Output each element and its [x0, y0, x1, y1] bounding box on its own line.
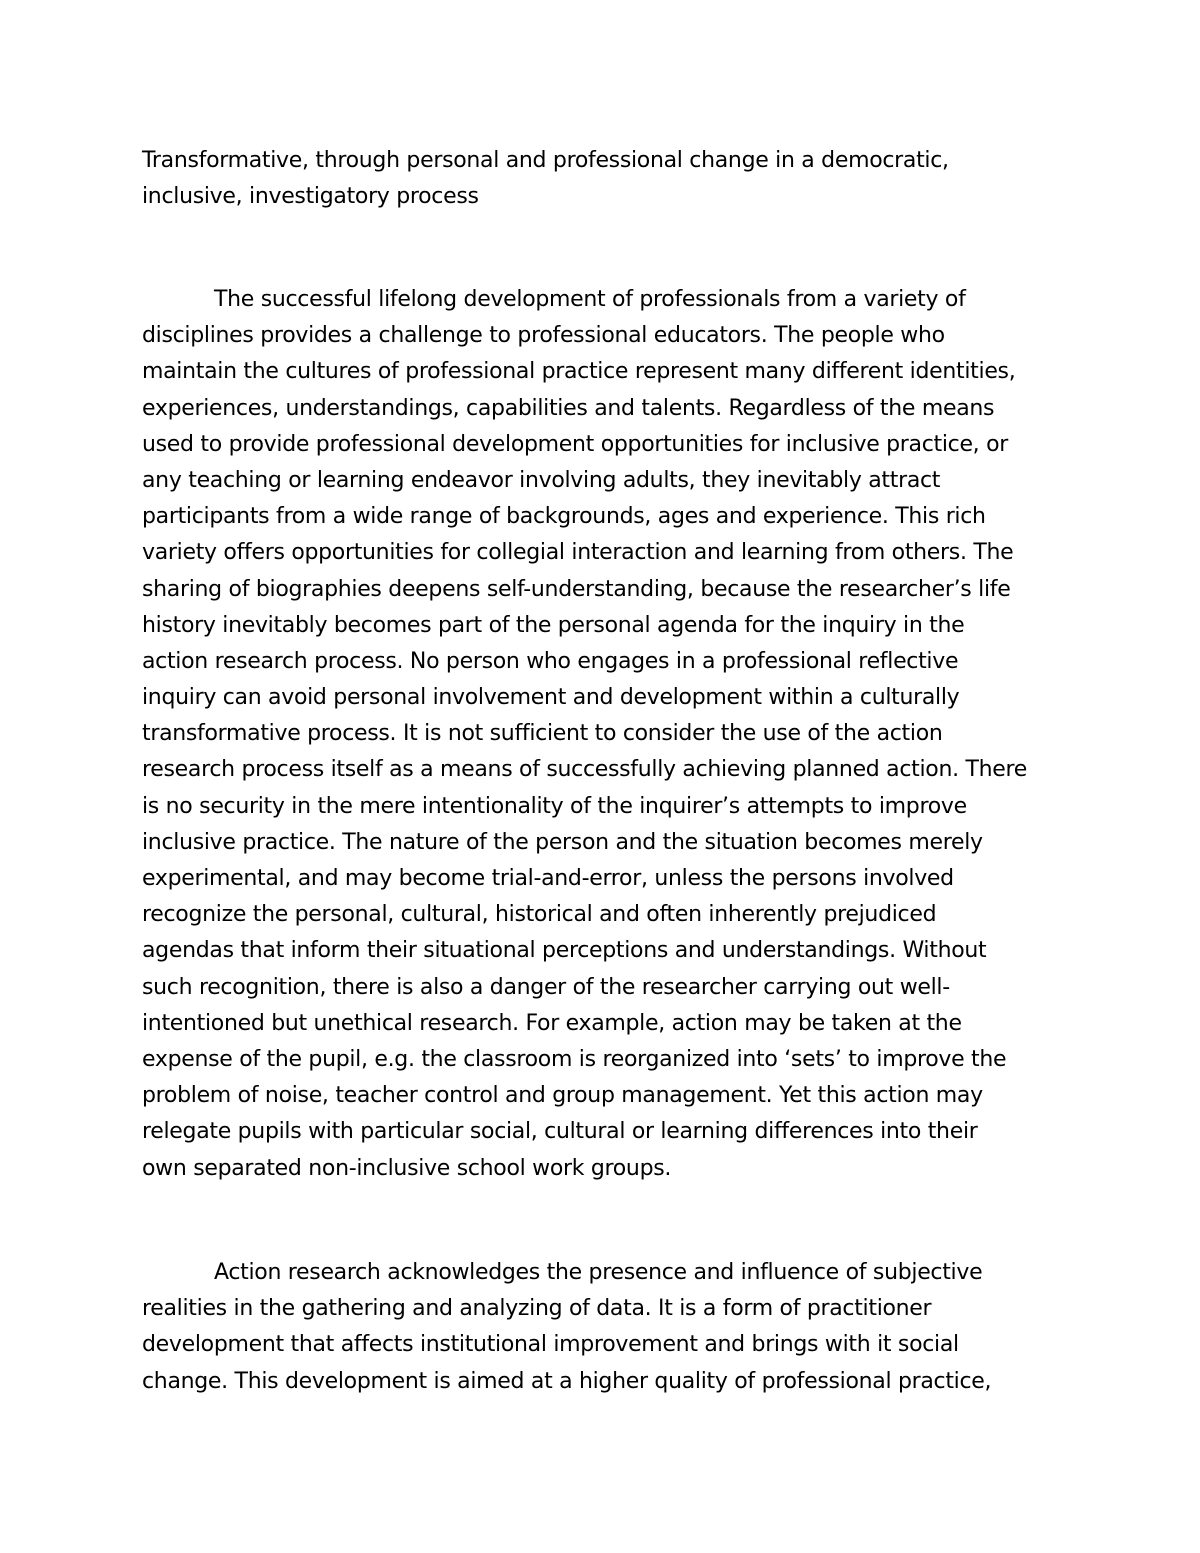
paragraph-two-line-2: realities in the gathering and analyzing of data. It is a form of practitioner	[142, 1296, 932, 1322]
paragraph-one-line-19: agendas that inform their situational perceptions and understandings. Without	[142, 938, 987, 964]
paragraph-one-line-4: experiences, understandings, capabilities and talents. Regardless of the means	[142, 395, 995, 421]
paragraph-one-line-5: used to provide professional development opportunities for inclusive practice, or	[142, 431, 1008, 457]
paragraph-one-line-14: research process itself as a means of successfully achieving planned action. There	[142, 757, 1027, 783]
paragraph-one-line-12: inquiry can avoid personal involvement and development within a culturally	[142, 685, 960, 711]
paragraph-one-line-21: intentioned but unethical research. For example, action may be taken at the	[142, 1010, 962, 1036]
paragraph-one-line-20: such recognition, there is also a danger of the researcher carrying out well-	[142, 974, 950, 1000]
paragraph-two-line-1: Action research acknowledges the presence and influence of subjective	[214, 1260, 983, 1285]
paragraph-one-line-10: history inevitably becomes part of the personal agenda for the inquiry in the	[142, 612, 965, 638]
paragraph-one-line-9: sharing of biographies deepens self-understanding, because the researcher’s life	[142, 576, 1011, 602]
paragraph-two-line-4: change. This development is aimed at a higher quality of professional practice,	[142, 1368, 992, 1394]
title-line-2: inclusive, investigatory process	[142, 184, 479, 210]
title-line-1: Transformative, through personal and professional change in a democratic,	[142, 148, 949, 173]
paragraph-one-line-3: maintain the cultures of professional practice represent many different identities,	[142, 359, 1016, 385]
paragraph-one-line-16: inclusive practice. The nature of the person and the situation becomes merely	[142, 829, 983, 855]
paragraph-one-line-18: recognize the personal, cultural, historical and often inherently prejudiced	[142, 902, 937, 928]
paragraph-two-line-3: development that affects institutional improvement and brings with it social	[142, 1332, 959, 1358]
paragraph-one-line-22: expense of the pupil, e.g. the classroom is reorganized into ‘sets’ to improve the	[142, 1046, 1007, 1072]
paragraph-one-line-23: problem of noise, teacher control and group management. Yet this action may	[142, 1083, 983, 1109]
paragraph-one-line-2: disciplines provides a challenge to professional educators. The people who	[142, 323, 945, 349]
paragraph-one-line-15: is no security in the mere intentionality of the inquirer’s attempts to improve	[142, 793, 967, 819]
paragraph-one-line-24: relegate pupils with particular social, cultural or learning differences into their	[142, 1119, 978, 1145]
document-title	[142, 143, 1062, 215]
paragraph-one-line-8: variety offers opportunities for collegial interaction and learning from others. The	[142, 540, 1014, 566]
paragraph-one-line-11: action research process. No person who engages in a professional reflective	[142, 648, 959, 674]
paragraph-two	[142, 1255, 1062, 1400]
paragraph-one-line-13: transformative process. It is not sufficient to consider the use of the action	[142, 721, 943, 747]
paragraph-one-line-1: The successful lifelong development of professionals from a variety of	[214, 287, 966, 312]
paragraph-one	[142, 282, 1062, 1187]
paragraph-one-line-25: own separated non-inclusive school work groups.	[142, 1155, 672, 1181]
paragraph-one-line-7: participants from a wide range of backgrounds, ages and experience. This rich	[142, 504, 986, 530]
paragraph-one-line-17: experimental, and may become trial-and-error, unless the persons involved	[142, 866, 954, 891]
paragraph-one-line-6: any teaching or learning endeavor involving adults, they inevitably attract	[142, 467, 941, 493]
